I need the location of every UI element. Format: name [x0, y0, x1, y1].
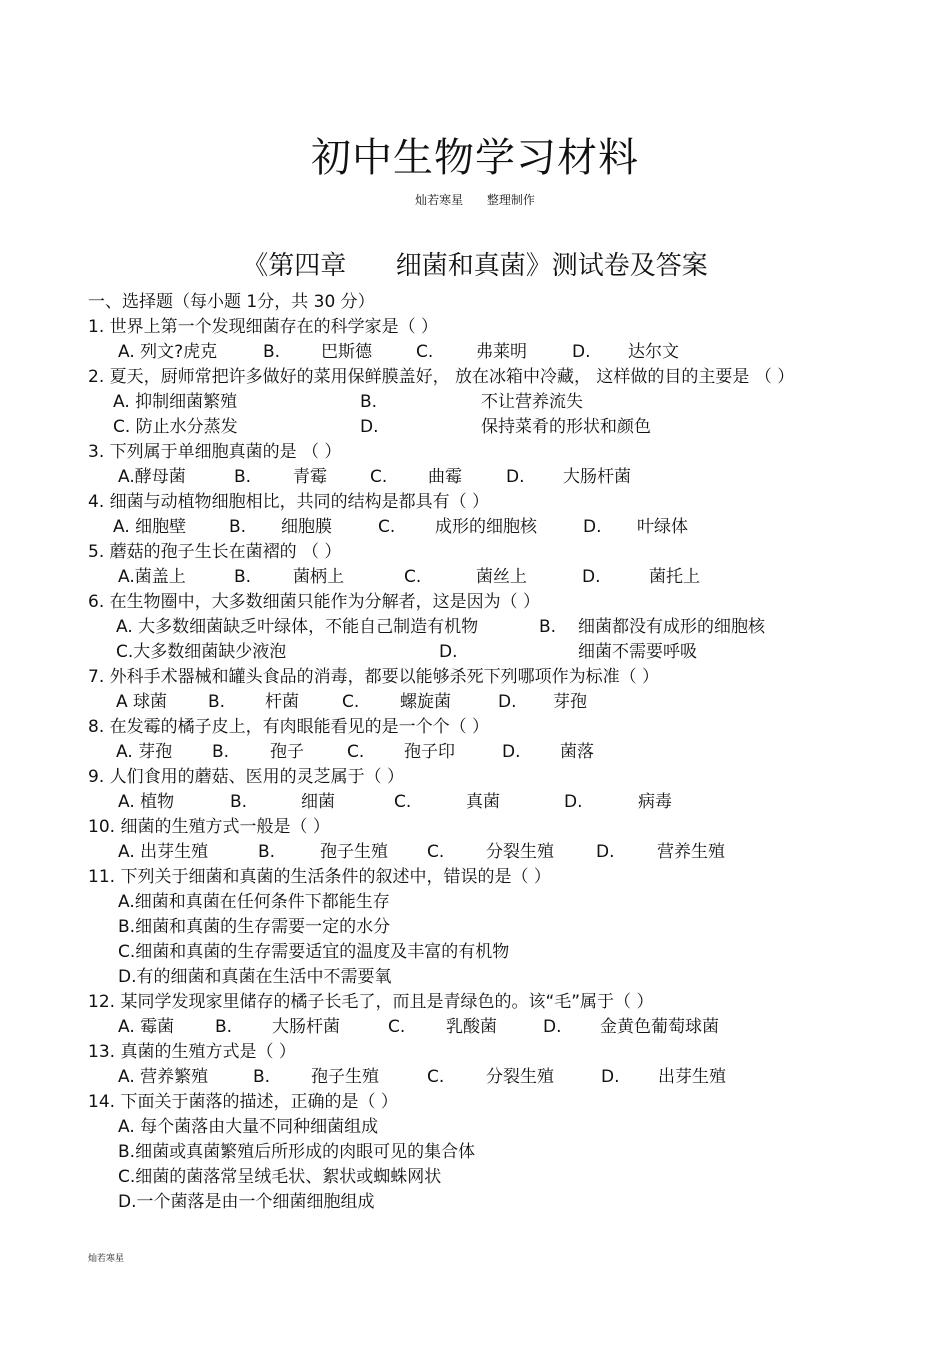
option-a: A 球菌 — [116, 692, 168, 712]
question-10-stem: 10. 细菌的生殖方式一般是（ ） — [88, 817, 330, 837]
question-2-stem: 2. 夏天，厨师常把许多做好的菜用保鲜膜盖好， 放在冰箱中冷藏， 这样做的目的主要是 （ ） — [88, 367, 795, 387]
option-d-label: D. — [360, 417, 379, 437]
option-a: A.酵母菌 — [118, 467, 186, 487]
question-10-options — [88, 840, 928, 865]
option-b-label: B. — [230, 792, 248, 812]
option-c: 弗莱明 — [476, 342, 527, 362]
question-14-stem: 14. 下面关于菌落的描述，正确的是（ ） — [88, 1092, 398, 1112]
question-3-options — [88, 465, 928, 490]
option-d: 金黄色葡萄球菌 — [600, 1017, 719, 1037]
option-c: 乳酸菌 — [446, 1017, 497, 1037]
page-footer: 灿若寒星 — [88, 1254, 125, 1264]
option-d: 营养生殖 — [657, 842, 725, 862]
option-b-label: B. — [263, 342, 281, 362]
option-c: C. 防止水分蒸发 — [113, 417, 238, 437]
option-b: 不让营养流失 — [481, 392, 583, 412]
question-11-option-c: C.细菌和真菌的生存需要适宜的温度及丰富的有机物 — [118, 942, 510, 962]
option-c-label: C. — [404, 567, 422, 587]
option-d-label: D. — [502, 742, 521, 762]
option-c-label: C. — [394, 792, 412, 812]
option-c-label: C. — [347, 742, 365, 762]
option-a: A. 出芽生殖 — [118, 842, 209, 862]
question-9-options — [88, 790, 928, 815]
option-d-label: D. — [564, 792, 583, 812]
option-b-label: B. — [234, 467, 252, 487]
option-d-label: D. — [583, 517, 602, 537]
option-b-label: B. — [253, 1067, 271, 1087]
question-3-stem: 3. 下列属于单细胞真菌的是 （ ） — [88, 442, 342, 462]
question-12-stem: 12. 某同学发现家里储存的橘子长毛了，而且是青绿色的。该“毛”属于（ ） — [88, 992, 654, 1012]
option-c-label: C. — [378, 517, 396, 537]
question-1-stem: 1. 世界上第一个发现细菌存在的科学家是（ ） — [88, 317, 439, 337]
question-5-options — [88, 565, 928, 590]
option-c: 螺旋菌 — [400, 692, 451, 712]
option-b: 孢子 — [270, 742, 304, 762]
option-d: 大肠杆菌 — [563, 467, 631, 487]
option-b: 细菌 — [301, 792, 335, 812]
option-c: 成形的细胞核 — [435, 517, 537, 537]
option-d-label: D. — [439, 642, 458, 662]
author-name: 灿若寒星 — [415, 193, 464, 207]
option-b: 细胞膜 — [281, 517, 332, 537]
option-a: A. 营养繁殖 — [118, 1067, 209, 1087]
option-a: A. 芽孢 — [116, 742, 173, 762]
section-heading: 一、选择题（每小题 1分，共 30 分） — [88, 292, 375, 312]
option-a: A. 大多数细菌缺乏叶绿体，不能自己制造有机物 — [116, 617, 479, 637]
question-6-stem: 6. 在生物圈中，大多数细菌只能作为分解者，这是因为（ ） — [88, 592, 541, 612]
question-13-stem: 13. 真菌的生殖方式是（ ） — [88, 1042, 296, 1062]
question-11-option-d: D.有的细菌和真菌在生活中不需要氧 — [118, 967, 392, 987]
option-c: 分裂生殖 — [486, 842, 554, 862]
option-c-label: C. — [342, 692, 360, 712]
question-13-options — [88, 1065, 928, 1090]
exam-title: 《第四章 细菌和真菌》测试卷及答案 — [242, 251, 708, 281]
option-d: 达尔文 — [628, 342, 679, 362]
question-4-stem: 4. 细菌与动植物细胞相比，共同的结构是都具有（ ） — [88, 492, 490, 512]
option-b-label: B. — [360, 392, 378, 412]
question-2-options-row1 — [88, 390, 928, 415]
option-b-label: B. — [208, 692, 226, 712]
question-8-options — [88, 740, 928, 765]
option-d-label: D. — [601, 1067, 620, 1087]
option-d: 叶绿体 — [637, 517, 688, 537]
option-c: 菌丝上 — [476, 567, 527, 587]
option-d-label: D. — [596, 842, 615, 862]
option-b: 孢子生殖 — [311, 1067, 379, 1087]
option-c: 孢子印 — [404, 742, 455, 762]
question-14-option-b: B.细菌或真菌繁殖后所形成的肉眼可见的集合体 — [118, 1142, 476, 1162]
question-14-option-c: C.细菌的菌落常呈绒毛状、絮状或蜘蛛网状 — [118, 1167, 442, 1187]
option-c-label: C. — [370, 467, 388, 487]
option-b-label: B. — [539, 617, 557, 637]
option-d: 出芽生殖 — [658, 1067, 726, 1087]
option-b: 大肠杆菌 — [272, 1017, 340, 1037]
option-d: 菌托上 — [649, 567, 700, 587]
option-c-label: C. — [416, 342, 434, 362]
option-a: A.菌盖上 — [118, 567, 186, 587]
author-byline — [0, 192, 950, 208]
question-12-options — [88, 1015, 928, 1040]
option-b-label: B. — [229, 517, 247, 537]
option-c: 真菌 — [466, 792, 500, 812]
question-14-option-d: D.一个菌落是由一个细菌细胞组成 — [118, 1192, 375, 1212]
option-d: 病毒 — [638, 792, 672, 812]
option-c: 曲霉 — [428, 467, 462, 487]
option-a: A. 细胞壁 — [113, 517, 187, 537]
option-b-label: B. — [234, 567, 252, 587]
option-b: 青霉 — [293, 467, 327, 487]
option-d-label: D. — [506, 467, 525, 487]
question-6-options-row2 — [88, 640, 928, 665]
option-a: A. 列文?虎克 — [118, 342, 218, 362]
option-a: A. 植物 — [118, 792, 175, 812]
question-5-stem: 5. 蘑菇的孢子生长在菌褶的 （ ） — [88, 542, 342, 562]
option-a: A. 霉菌 — [118, 1017, 175, 1037]
option-d-label: D. — [572, 342, 591, 362]
question-11-option-a: A.细菌和真菌在任何条件下都能生存 — [118, 892, 390, 912]
option-c: C.大多数细菌缺少液泡 — [116, 642, 287, 662]
question-4-options — [88, 515, 928, 540]
option-b: 菌柄上 — [293, 567, 344, 587]
option-d-label: D. — [498, 692, 517, 712]
question-1-options — [88, 340, 928, 365]
option-d-label: D. — [582, 567, 601, 587]
option-c-label: C. — [427, 1067, 445, 1087]
option-b-label: B. — [212, 742, 230, 762]
question-7-options — [88, 690, 928, 715]
option-b-label: B. — [215, 1017, 233, 1037]
option-b: 杆菌 — [265, 692, 299, 712]
option-b-label: B. — [258, 842, 276, 862]
question-11-option-b: B.细菌和真菌的生存需要一定的水分 — [118, 917, 391, 937]
option-b: 巴斯德 — [321, 342, 372, 362]
page-title: 初中生物学习材料 — [311, 135, 639, 181]
question-8-stem: 8. 在发霉的橘子皮上，有肉眼能看见的是一个个（ ） — [88, 717, 490, 737]
option-d-label: D. — [543, 1017, 562, 1037]
option-c: 分裂生殖 — [486, 1067, 554, 1087]
option-d: 芽孢 — [553, 692, 587, 712]
author-note: 整理制作 — [486, 193, 535, 207]
question-2-options-row2 — [88, 415, 928, 440]
question-14-option-a: A. 每个菌落由大量不同种细菌组成 — [118, 1117, 379, 1137]
question-7-stem: 7. 外科手术器械和罐头食品的消毒，都要以能够杀死下列哪项作为标准（ ） — [88, 667, 660, 687]
option-d: 菌落 — [560, 742, 594, 762]
question-11-stem: 11. 下列关于细菌和真菌的生活条件的叙述中，错误的是（ ） — [88, 867, 551, 887]
question-list — [88, 290, 928, 1215]
option-b: 孢子生殖 — [320, 842, 388, 862]
question-9-stem: 9. 人们食用的蘑菇、医用的灵芝属于（ ） — [88, 767, 405, 787]
option-a: A. 抑制细菌繁殖 — [113, 392, 238, 412]
option-d: 保持菜肴的形状和颜色 — [481, 417, 651, 437]
question-6-options-row1 — [88, 615, 928, 640]
option-c-label: C. — [427, 842, 445, 862]
option-c-label: C. — [388, 1017, 406, 1037]
option-d: 细菌不需要呼吸 — [578, 642, 697, 662]
option-b: 细菌都没有成形的细胞核 — [578, 617, 765, 637]
